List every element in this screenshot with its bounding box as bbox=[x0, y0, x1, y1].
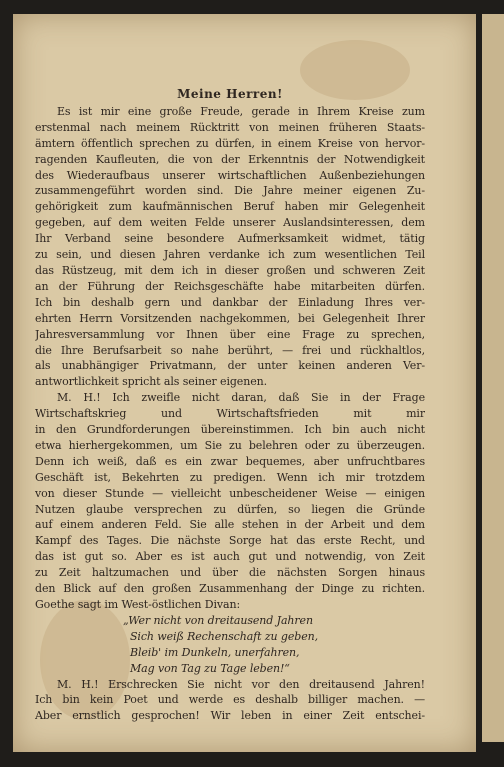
text-line: antwortlichkeit spricht als seiner eigenen. bbox=[35, 375, 267, 389]
text-line: Nutzen glaube versprechen zu dürfen, so liegen die Gründe bbox=[35, 502, 425, 516]
text-line: von dieser Stunde — vielleicht unbescheidener Weise — einigen bbox=[35, 486, 425, 500]
text-line: Goethe sagt im West-östlichen Divan: bbox=[35, 598, 241, 611]
text-line: Jahresversammlung vor Ihnen über eine Frage zu sprechen, bbox=[35, 327, 425, 341]
text-line: die Ihre Berufsarbeit so nahe berührt, — frei und rückhaltlos, bbox=[35, 343, 425, 357]
text-line: etwa hierhergekommen, um Sie zu belehren oder zu überzeugen. bbox=[35, 438, 425, 452]
text-line: M. H.! Ich zweifle nicht daran, daß Sie in der Frage bbox=[57, 391, 425, 405]
next-page-edge bbox=[482, 14, 504, 742]
text-line: Ihr Verband seine besondere Aufmerksamkeit widmet, tätig bbox=[35, 232, 425, 246]
text-line: des Wiederaufbaus unserer wirtschaftlichen Außenbeziehungen bbox=[35, 168, 425, 182]
text-line: ämtern öffentlich sprechen zu dürfen, in einem Kreise von hervor- bbox=[35, 136, 425, 150]
text-line: Wirtschaftskrieg und Wirtschaftsfrieden mit mir bbox=[35, 407, 425, 421]
text-line: das ist gut so. Aber es ist auch gut und notwendig, von Zeit bbox=[35, 550, 425, 564]
verse-line: „Wer nicht von dreitausend Jahren bbox=[123, 613, 313, 627]
text-line: gegeben, auf dem weiten Felde unserer Auslandsinteressen, dem bbox=[35, 216, 425, 230]
text-line: Kampf des Tages. Die nächste Sorge hat das erste Recht, und bbox=[35, 534, 425, 548]
text-line: den Blick auf den großen Zusammenhang der Dinge zu richten. bbox=[35, 582, 425, 596]
text-line: zu sein, und diesen Jahren verdanke ich zum wesentlichen Teil bbox=[35, 248, 425, 262]
document-body bbox=[35, 87, 425, 724]
verse-line: Mag von Tag zu Tage leben!“ bbox=[130, 661, 290, 675]
text-line: Aber ernstlich gesprochen! Wir leben in einer Zeit entschei- bbox=[35, 709, 425, 723]
text-line: zusammengeführt worden sind. Die Jahre meiner eigenen Zu- bbox=[35, 184, 425, 198]
text-line: ragenden Kaufleuten, die von der Erkenntnis der Notwendigkeit bbox=[35, 152, 425, 166]
text-line: Geschäft ist, Bekehrten zu predigen. Wenn ich mir trotzdem bbox=[35, 470, 425, 484]
text-line: auf einem anderen Feld. Sie alle stehen in der Arbeit und dem bbox=[35, 518, 425, 532]
text-line: zu Zeit haltzumachen und über die nächsten Sorgen hinaus bbox=[35, 566, 425, 580]
text-line: Denn ich weiß, daß es ein zwar bequemes, aber unfruchtbares bbox=[35, 454, 425, 468]
text-line: Ich bin kein Poet und werde es deshalb billiger machen. — bbox=[35, 693, 425, 707]
verse-line: Sich weiß Rechenschaft zu geben, bbox=[130, 629, 319, 643]
text-line: an der Führung der Reichsgeschäfte habe mitarbeiten dürfen. bbox=[35, 279, 425, 293]
text-line: ehrten Herrn Vorsitzenden nachgekommen, bei Gelegenheit Ihrer bbox=[35, 311, 425, 325]
text-line: als unabhängiger Privatmann, der unter keinen anderen Ver- bbox=[35, 359, 425, 373]
verse-line: Bleib' im Dunkeln, unerfahren, bbox=[130, 645, 300, 659]
text-line: M. H.! Erschrecken Sie nicht vor den dreitausend Jahren! bbox=[57, 677, 425, 691]
text-line: in den Grundforderungen übereinstimmen. Ich bin auch nicht bbox=[35, 423, 425, 437]
text-line: das Rüstzeug, mit dem ich in dieser großen und schweren Zeit bbox=[35, 263, 425, 277]
text-line: erstenmal nach meinem Rücktritt von meinen früheren Staats- bbox=[35, 120, 425, 134]
text-line: gehörigkeit zum kaufmännischen Beruf haben mir Gelegenheit bbox=[35, 200, 425, 214]
text-line: Es ist mir eine große Freude, gerade in Ihrem Kreise zum bbox=[57, 104, 425, 118]
page-heading: Meine Herren! bbox=[177, 87, 283, 101]
text-line: Ich bin deshalb gern und dankbar der Einladung Ihres ver- bbox=[35, 295, 425, 309]
